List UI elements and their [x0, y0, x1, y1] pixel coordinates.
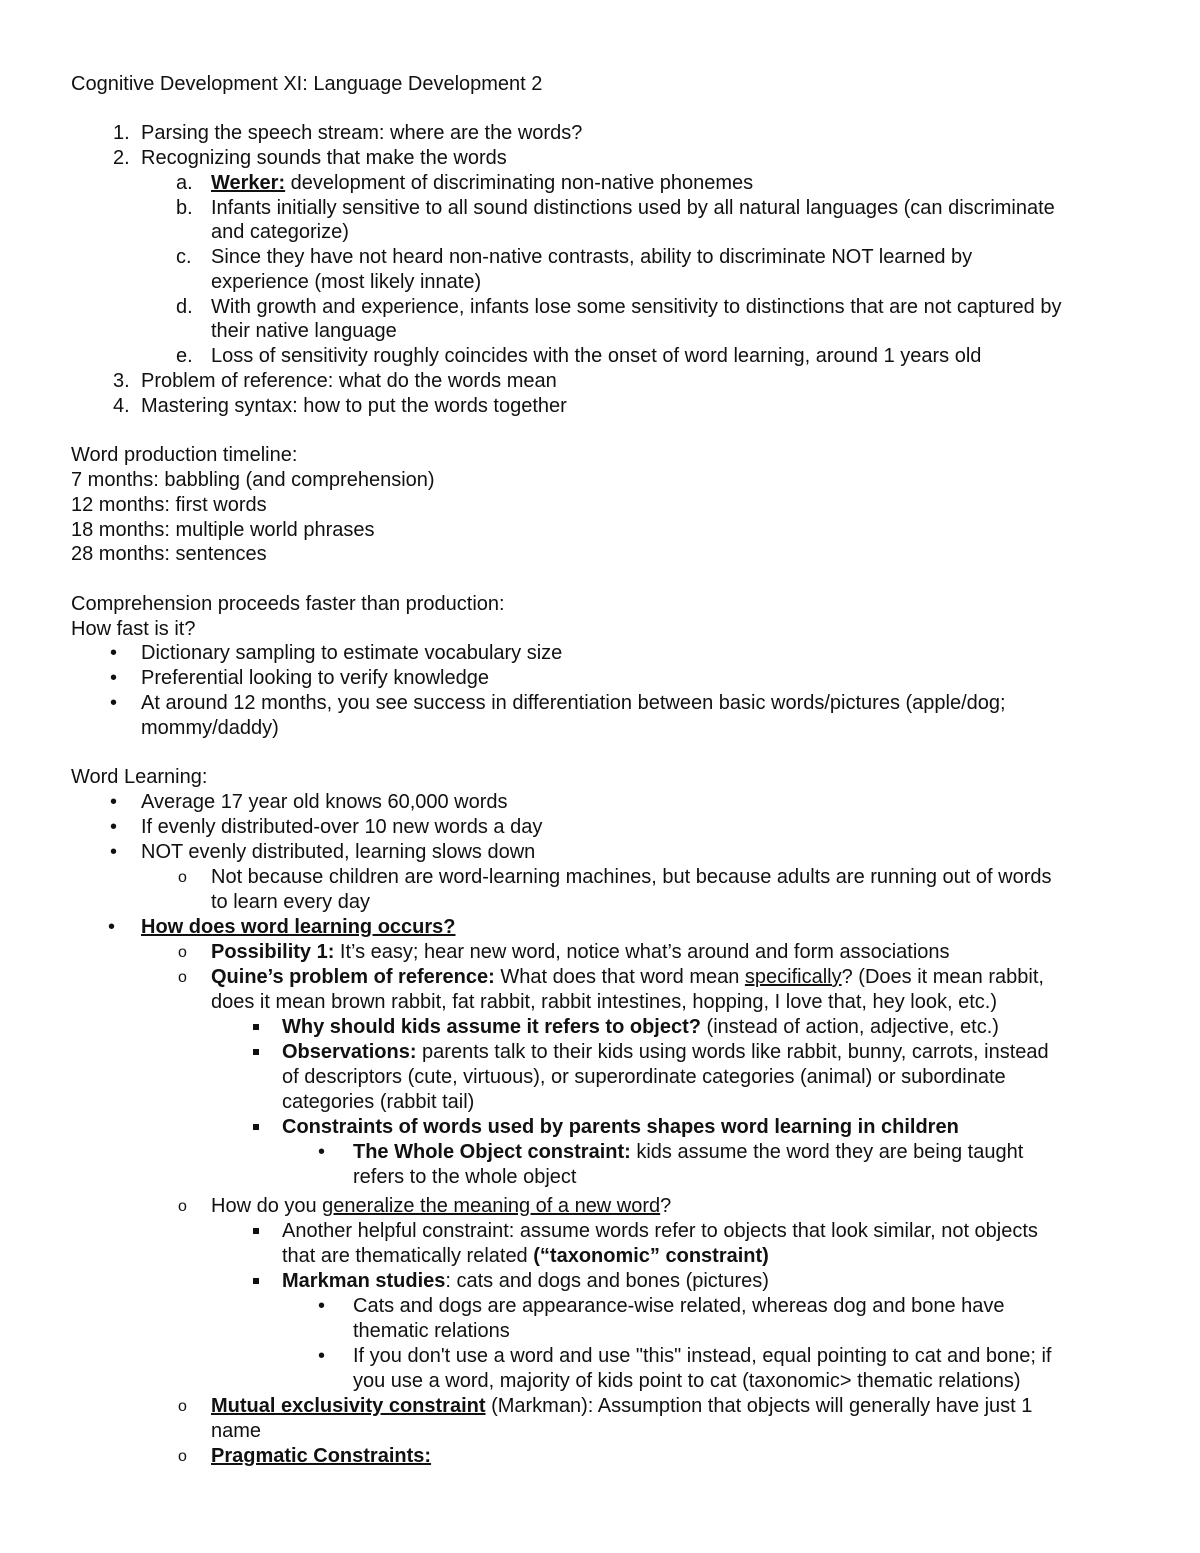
whole-object-line1 [353, 1140, 1023, 1164]
werker-text: development of discriminating non-native phonemes [285, 172, 754, 194]
markman-label: Markman studies [282, 1270, 446, 1292]
bullet-icon: • [108, 916, 116, 938]
outline-item-4: Mastering syntax: how to put the words together [141, 395, 567, 417]
square-bullet-icon [253, 1124, 259, 1130]
word-learning-bullet-2: If evenly distributed-over 10 new words a day [141, 816, 543, 838]
square-bullet-icon [253, 1278, 259, 1284]
why-object-text: (instead of action, adjective, etc.) [700, 1016, 999, 1038]
why-object [282, 1015, 999, 1039]
list-number-3: 3. [113, 370, 130, 392]
cats-dogs-line2: thematic relations [353, 1320, 510, 1342]
outline-item-2: Recognizing sounds that make the words [141, 147, 507, 169]
this-pointing-line1: If you don't use a word and use "this" instead, equal pointing to cat and bone; if [353, 1345, 1052, 1367]
word-learning-bullet-1: Average 17 year old knows 60,000 words [141, 791, 508, 813]
outline-item-2d-line1: With growth and experience, infants lose some sensitivity to distinctions that are not captured by [211, 296, 1062, 318]
observations-label: Observations: [282, 1041, 417, 1063]
bullet-icon: • [318, 1141, 326, 1163]
constraints-heading [282, 1115, 959, 1139]
whole-object-label: The Whole Object constraint: [353, 1141, 631, 1163]
observations-line3: categories (rabbit tail) [282, 1091, 475, 1113]
comprehension-subheading: How fast is it? [71, 618, 196, 640]
square-bullet-icon [253, 1228, 259, 1234]
timeline-line-1: 7 months: babbling (and comprehension) [71, 469, 435, 491]
possibility-1-text: It’s easy; hear new word, notice what’s around and form associations [334, 941, 950, 963]
bullet-icon: • [318, 1345, 326, 1367]
quine-underlined: specifically [744, 966, 842, 988]
outline-item-2d-line2: their native language [211, 320, 397, 342]
quine-line1 [211, 965, 1044, 989]
comprehension-bullet-3-line1: At around 12 months, you see success in differentiation between basic words/pictures (apple/dog; [141, 692, 1006, 714]
this-pointing-line2: you use a word, majority of kids point to cat (taxonomic> thematic relations) [353, 1370, 1021, 1392]
timeline-line-2: 12 months: first words [71, 494, 267, 516]
outline-item-2b-line1: Infants initially sensitive to all sound distinctions used by all natural languages (can discriminate [211, 197, 1055, 219]
comprehension-bullet-2: Preferential looking to verify knowledge [141, 667, 489, 689]
quine-line2: does it mean brown rabbit, fat rabbit, rabbit intestines, hopping, I love that, hey look, etc.) [211, 991, 997, 1013]
word-learning-bullet-3: NOT evenly distributed, learning slows down [141, 841, 536, 863]
quine-text-a: What does that word mean [494, 966, 745, 988]
list-letter-d: d. [176, 296, 193, 318]
helpful-constraint-text: that are thematically related [282, 1245, 534, 1267]
observations-line2: of descriptors (cute, virtuous), or superordinate categories (animal) or subordinate [282, 1066, 1006, 1088]
helpful-constraint-line2 [282, 1244, 769, 1268]
list-letter-a: a. [176, 172, 193, 194]
possibility-1-label: Possibility 1: [211, 941, 335, 963]
cats-dogs-line1: Cats and dogs are appearance-wise related, whereas dog and bone have [353, 1295, 1005, 1317]
list-number-2: 2. [113, 147, 130, 169]
constraints-text: Constraints of words used by parents shapes word learning in children [282, 1116, 959, 1138]
whole-object-text: kids assume the word they are being taught [630, 1141, 1024, 1163]
outline-item-2e: Loss of sensitivity roughly coincides with the onset of word learning, around 1 years old [211, 345, 982, 367]
mutual-exclusivity-line1 [211, 1394, 1032, 1418]
circle-bullet-icon: o [178, 1398, 187, 1415]
bullet-icon: • [110, 816, 118, 838]
list-number-4: 4. [113, 395, 130, 417]
outline-item-2a [211, 171, 753, 195]
bullet-icon: • [110, 841, 118, 863]
whole-object-line2: refers to the whole object [353, 1166, 577, 1188]
mutual-exclusivity-line2: name [211, 1420, 262, 1442]
generalize-underlined: generalize the meaning of a new word [322, 1195, 661, 1217]
list-letter-b: b. [176, 197, 193, 219]
why-object-label: Why should kids assume it refers to object? [282, 1016, 701, 1038]
timeline-heading: Word production timeline: [71, 444, 298, 466]
circle-bullet-icon: o [178, 869, 187, 886]
generalize-question [211, 1194, 671, 1218]
generalize-text-b: ? [660, 1195, 672, 1217]
circle-bullet-icon: o [178, 1198, 187, 1215]
document-title: Cognitive Development XI: Language Development 2 [71, 73, 543, 95]
generalize-text-a: How do you [211, 1195, 323, 1217]
bullet-icon: • [318, 1295, 326, 1317]
circle-bullet-icon: o [178, 1448, 187, 1465]
timeline-line-3: 18 months: multiple world phrases [71, 519, 375, 541]
outline-item-2b-line2: and categorize) [211, 221, 349, 243]
pragmatic-label: Pragmatic Constraints: [211, 1445, 432, 1467]
bullet-icon: • [110, 692, 118, 714]
mutual-exclusivity-label: Mutual exclusivity constraint [211, 1395, 486, 1417]
word-learning-question [141, 915, 456, 939]
list-letter-e: e. [176, 345, 193, 367]
list-number-1: 1. [113, 122, 130, 144]
markman-studies [282, 1269, 769, 1293]
circle-bullet-icon: o [178, 944, 187, 961]
word-learning-sub-1-line1: Not because children are word-learning machines, but because adults are running out of words [211, 866, 1052, 888]
circle-bullet-icon: o [178, 969, 187, 986]
outline-item-2c-line1: Since they have not heard non-native contrasts, ability to discriminate NOT learned by [211, 246, 973, 268]
timeline-line-4: 28 months: sentences [71, 543, 267, 565]
observations-line1 [282, 1040, 1049, 1064]
helpful-constraint-line1: Another helpful constraint: assume words refer to objects that look similar, not objects [282, 1220, 1038, 1242]
outline-item-1: Parsing the speech stream: where are the words? [141, 122, 583, 144]
taxonomic-label: (“taxonomic” constraint) [533, 1245, 769, 1267]
observations-text: parents talk to their kids using words like rabbit, bunny, carrots, instead [416, 1041, 1049, 1063]
quine-text-b: ? (Does it mean rabbit, [841, 966, 1044, 988]
quine-label: Quine’s problem of reference: [211, 966, 495, 988]
outline-item-2c-line2: experience (most likely innate) [211, 271, 482, 293]
outline-item-3: Problem of reference: what do the words mean [141, 370, 557, 392]
square-bullet-icon [253, 1024, 259, 1030]
mutual-exclusivity-text: (Markman): Assumption that objects will generally have just 1 [485, 1395, 1033, 1417]
list-letter-c: c. [176, 246, 192, 268]
possibility-1 [211, 940, 950, 964]
comprehension-bullet-3-line2: mommy/daddy) [141, 717, 279, 739]
werker-label: Werker: [211, 172, 286, 194]
bullet-icon: • [110, 642, 118, 664]
bullet-icon: • [110, 791, 118, 813]
comprehension-heading: Comprehension proceeds faster than production: [71, 593, 505, 615]
word-learning-heading: Word Learning: [71, 766, 208, 788]
pragmatic-constraints [211, 1444, 431, 1468]
question-text: How does word learning occurs? [141, 916, 456, 938]
square-bullet-icon [253, 1049, 259, 1055]
word-learning-sub-1-line2: to learn every day [211, 891, 370, 913]
bullet-icon: • [110, 667, 118, 689]
comprehension-bullet-1: Dictionary sampling to estimate vocabulary size [141, 642, 563, 664]
markman-text: : cats and dogs and bones (pictures) [445, 1270, 769, 1292]
